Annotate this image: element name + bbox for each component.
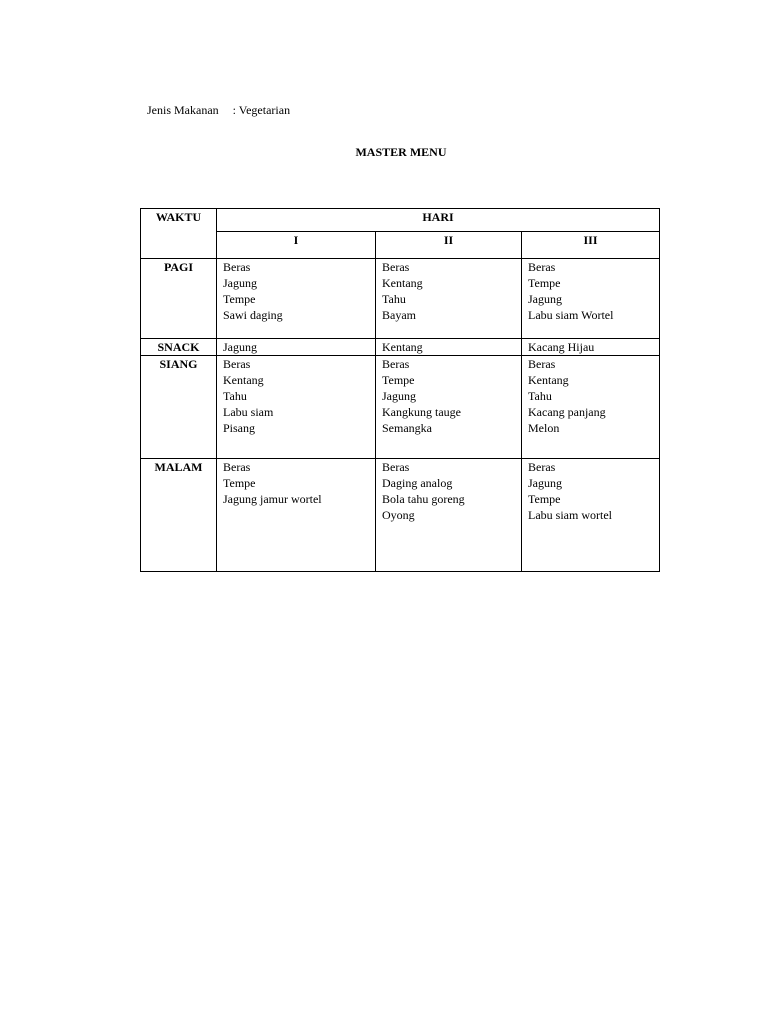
food-type-value: : Vegetarian bbox=[232, 103, 291, 117]
food-item: Labu siam bbox=[223, 405, 274, 419]
time-label: SNACK bbox=[141, 339, 217, 356]
food-item: Beras bbox=[528, 357, 556, 371]
document-title: MASTER MENU bbox=[355, 145, 447, 159]
food-type-label: Jenis Makanan bbox=[147, 103, 219, 117]
food-item: Labu siam wortel bbox=[528, 508, 612, 522]
food-item: Beras bbox=[223, 460, 251, 474]
menu-cell-day-2 bbox=[376, 459, 522, 572]
food-item: Beras bbox=[528, 460, 556, 474]
hari-header: HARI bbox=[217, 209, 660, 232]
waktu-header: WAKTU bbox=[141, 209, 217, 259]
food-item: Beras bbox=[528, 260, 556, 274]
food-item: Beras bbox=[382, 460, 410, 474]
food-item: Jagung bbox=[528, 476, 562, 490]
food-item: Tempe bbox=[528, 492, 561, 506]
food-item: Beras bbox=[223, 260, 251, 274]
menu-row-snack bbox=[141, 339, 660, 356]
master-menu-table bbox=[140, 208, 660, 572]
menu-cell-day-1 bbox=[217, 356, 376, 459]
day-header-2: II bbox=[376, 232, 522, 259]
menu-cell-day-1 bbox=[217, 259, 376, 339]
food-item: Kacang Hijau bbox=[528, 340, 595, 354]
food-item: Kacang panjang bbox=[528, 405, 606, 419]
menu-cell-day-1 bbox=[217, 459, 376, 572]
food-item: Labu siam Wortel bbox=[528, 308, 614, 322]
time-label: SIANG bbox=[141, 356, 217, 459]
food-type-line bbox=[147, 103, 290, 118]
food-item: Jagung bbox=[223, 340, 257, 354]
menu-row-malam bbox=[141, 459, 660, 572]
food-item: Tahu bbox=[382, 292, 406, 306]
food-item: Jagung bbox=[528, 292, 562, 306]
food-item: Pisang bbox=[223, 421, 256, 435]
food-item: Oyong bbox=[382, 508, 415, 522]
food-item: Jagung jamur wortel bbox=[223, 492, 322, 506]
food-item: Beras bbox=[382, 357, 410, 371]
food-item: Semangka bbox=[382, 421, 432, 435]
time-label: PAGI bbox=[141, 259, 217, 339]
menu-row-pagi bbox=[141, 259, 660, 339]
menu-cell-day-1 bbox=[217, 339, 376, 356]
food-item: Melon bbox=[528, 421, 560, 435]
food-item: Kentang bbox=[382, 340, 423, 354]
food-item: Jagung bbox=[223, 276, 257, 290]
food-item: Daging analog bbox=[382, 476, 453, 490]
menu-cell-day-2 bbox=[376, 356, 522, 459]
menu-body bbox=[141, 259, 660, 572]
food-item: Tempe bbox=[528, 276, 561, 290]
menu-cell-day-2 bbox=[376, 259, 522, 339]
menu-cell-day-2 bbox=[376, 339, 522, 356]
food-item: Jagung bbox=[382, 389, 416, 403]
menu-cell-day-3 bbox=[522, 259, 660, 339]
menu-cell-day-3 bbox=[522, 339, 660, 356]
food-item: Tempe bbox=[382, 373, 415, 387]
food-item: Bayam bbox=[382, 308, 416, 322]
menu-cell-day-3 bbox=[522, 356, 660, 459]
day-header-1: I bbox=[217, 232, 376, 259]
food-item: Kangkung tauge bbox=[382, 405, 461, 419]
food-item: Bola tahu goreng bbox=[382, 492, 465, 506]
food-item: Kentang bbox=[528, 373, 569, 387]
day-header-3: III bbox=[522, 232, 660, 259]
food-item: Tahu bbox=[223, 389, 247, 403]
food-item: Tempe bbox=[223, 292, 256, 306]
food-item: Beras bbox=[223, 357, 251, 371]
menu-row-siang bbox=[141, 356, 660, 459]
food-item: Kentang bbox=[223, 373, 264, 387]
food-item: Tahu bbox=[528, 389, 552, 403]
food-item: Tempe bbox=[223, 476, 256, 490]
food-item: Kentang bbox=[382, 276, 423, 290]
food-item: Sawi daging bbox=[223, 308, 283, 322]
time-label: MALAM bbox=[141, 459, 217, 572]
menu-cell-day-3 bbox=[522, 459, 660, 572]
food-item: Beras bbox=[382, 260, 410, 274]
